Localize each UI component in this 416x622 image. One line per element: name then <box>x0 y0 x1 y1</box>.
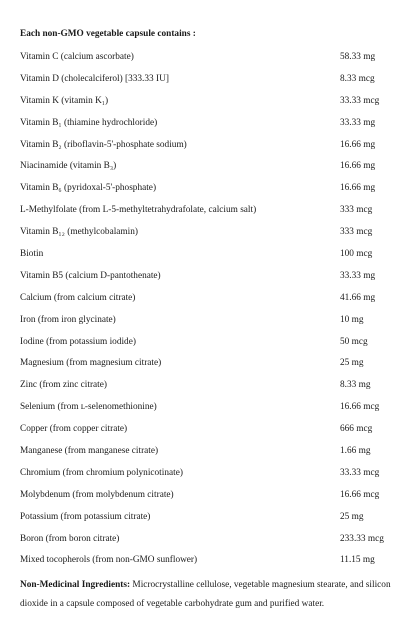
ingredient-list <box>20 51 400 576</box>
ingredient-amount: 16.66 mcg <box>340 402 380 413</box>
ingredient-row <box>20 270 400 292</box>
ingredient-name: Vitamin B₁₂ (methylcobalamin) <box>20 227 138 238</box>
non-medicinal-label: Non-Medicinal Ingredients: <box>20 580 131 590</box>
ingredient-name: Selenium (from ʟ-selenomethionine) <box>20 402 157 413</box>
ingredient-row <box>20 292 400 314</box>
ingredient-name: Copper (from copper citrate) <box>20 424 128 435</box>
ingredient-row <box>20 401 400 423</box>
ingredients-heading: Each non-GMO vegetable capsule contains : <box>20 29 196 39</box>
ingredient-row <box>20 51 400 73</box>
ingredient-name: Vitamin C (calcium ascorbate) <box>20 52 134 62</box>
ingredient-row <box>20 73 400 95</box>
ingredient-row <box>20 467 400 489</box>
ingredient-amount: 25 mg <box>340 511 364 522</box>
ingredient-amount: 11.15 mg <box>340 555 375 566</box>
ingredient-amount: 33.33 mcg <box>340 95 380 106</box>
ingredient-amount: 33.33 mg <box>340 117 376 128</box>
ingredient-row <box>20 95 400 117</box>
ingredient-row <box>20 204 400 226</box>
ingredient-row <box>20 226 400 248</box>
ingredient-name: Vitamin B₂ (riboflavin-5'-phosphate sodium) <box>20 139 187 150</box>
ingredient-amount: 25 mg <box>340 358 364 369</box>
ingredient-amount: 10 mg <box>340 314 364 325</box>
ingredient-amount: 41.66 mg <box>340 292 376 303</box>
ingredient-name: Potassium (from potassium citrate) <box>20 511 151 522</box>
ingredient-amount: 33.33 mcg <box>340 467 380 478</box>
ingredient-amount: 16.66 mg <box>340 161 376 172</box>
ingredient-amount: 50 mcg <box>340 336 368 347</box>
ingredient-amount: 333 mcg <box>340 227 373 238</box>
ingredient-name: Chromium (from chromium polynicotinate) <box>20 467 183 478</box>
ingredient-amount: 100 mcg <box>340 249 373 260</box>
ingredient-row <box>20 379 400 401</box>
ingredient-name: Vitamin B₁ (thiamine hydrochloride) <box>20 117 158 128</box>
ingredient-row <box>20 314 400 336</box>
ingredient-amount: 8.33 mcg <box>340 73 375 84</box>
ingredient-amount: 16.66 mg <box>340 183 376 194</box>
ingredient-name: Calcium (from calcium citrate) <box>20 292 136 303</box>
ingredient-amount: 666 mcg <box>340 424 373 435</box>
ingredient-name: L-Methylfolate (from L-5-methyltetrahydrafolate, calcium salt) <box>20 205 257 216</box>
ingredient-row <box>20 117 400 139</box>
ingredient-name: Vitamin B₆ (pyridoxal-5'-phosphate) <box>20 183 157 194</box>
ingredient-row <box>20 160 400 182</box>
ingredient-row <box>20 248 400 270</box>
ingredient-amount: 333 mcg <box>340 205 373 216</box>
ingredient-amount: 16.66 mg <box>340 139 376 150</box>
ingredient-name: Zinc (from zinc citrate) <box>20 380 107 391</box>
ingredient-row <box>20 533 400 555</box>
ingredient-row <box>20 336 400 358</box>
ingredient-amount: 33.33 mg <box>340 270 376 281</box>
ingredient-amount: 16.66 mcg <box>340 489 380 500</box>
non-medicinal-text: Microcrystalline cellulose, vegetable magnesium stearate, and silicon dioxide in a capsule composed of vegetable carbohydrate gum and purified water. <box>20 580 391 609</box>
ingredient-amount: 1.66 mg <box>340 446 371 457</box>
ingredient-name: Manganese (from manganese citrate) <box>20 446 159 457</box>
ingredient-row <box>20 182 400 204</box>
ingredient-row <box>20 511 400 533</box>
ingredient-name: Vitamin D (cholecalciferol) [333.33 IU] <box>20 73 169 84</box>
ingredient-name: Molybdenum (from molybdenum citrate) <box>20 489 174 500</box>
ingredient-row <box>20 139 400 161</box>
ingredient-name: Vitamin B5 (calcium D-pantothenate) <box>20 270 161 281</box>
ingredient-amount: 233.33 mcg <box>340 533 384 544</box>
ingredient-amount: 58.33 mg <box>340 52 376 62</box>
non-medicinal-ingredients <box>20 576 400 613</box>
ingredient-amount: 8.33 mg <box>340 380 371 391</box>
ingredient-name: Biotin <box>20 249 44 260</box>
ingredient-row <box>20 489 400 511</box>
ingredient-row <box>20 357 400 379</box>
ingredient-name: Vitamin K (vitamin K₁) <box>20 95 109 106</box>
ingredient-name: Mixed tocopherols (from non-GMO sunflower) <box>20 555 198 566</box>
ingredient-name: Niacinamide (vitamin B₃) <box>20 161 117 172</box>
ingredient-row <box>20 445 400 467</box>
ingredient-row <box>20 423 400 445</box>
ingredient-name: Iron (from iron glycinate) <box>20 314 116 325</box>
ingredient-name: Iodine (from potassium iodide) <box>20 336 136 347</box>
ingredient-name: Boron (from boron citrate) <box>20 533 120 544</box>
ingredient-name: Magnesium (from magnesium citrate) <box>20 358 162 369</box>
ingredient-row <box>20 554 400 576</box>
